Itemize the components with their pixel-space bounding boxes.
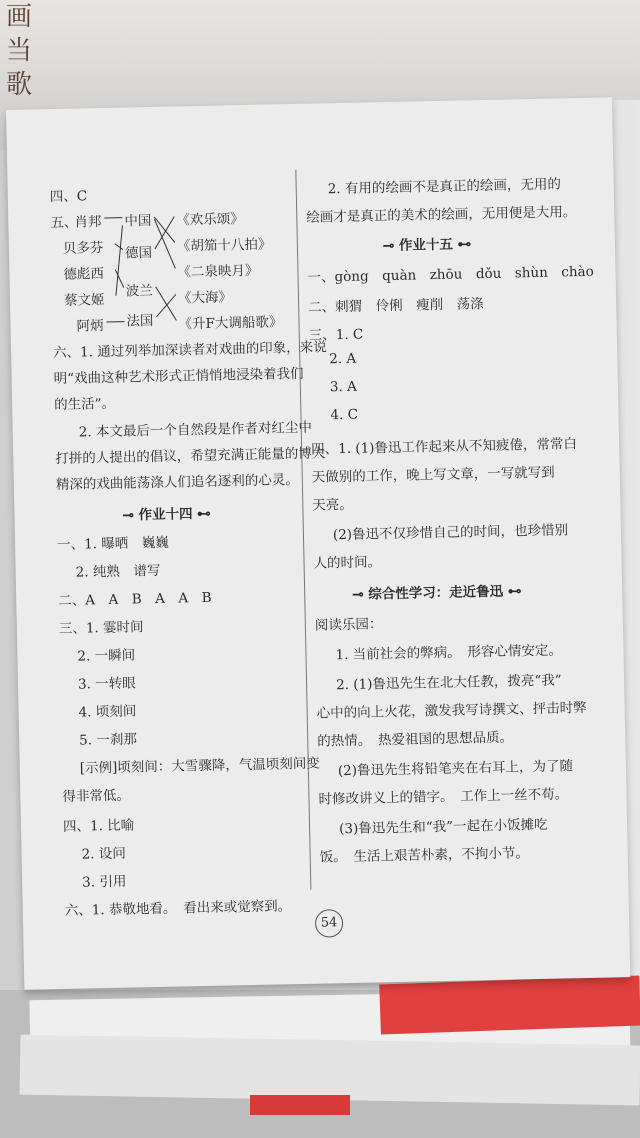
answer-line: 三、1. C [308,326,364,344]
answer-line: 一、gòng quàn zhōu dǒu shùn chào [307,263,594,286]
section-heading [122,502,211,524]
answer-line: 3. 一转眼 [77,675,136,693]
section-heading [383,232,472,254]
page-number: 54 [315,909,344,938]
answer-line: 精深的戏曲能荡涤人们追名逐利的心灵。 [55,471,299,494]
person-item: 阿炳 [76,318,104,335]
person-item: 德彪西 [63,265,105,283]
person-item: 贝多芬 [62,239,104,257]
answer-line: 4. C [330,406,359,424]
red-folder-edge [250,1095,350,1115]
person-item: 蔡文姬 [63,291,105,309]
answer-line: 的生活”。 [54,395,116,414]
answer-line: 5. 一刹那 [79,731,138,749]
country-item: 中国 [124,212,152,230]
answer-line: 2. (1)鲁迅先生在北大任教，拨亮“我” [335,672,562,694]
work-item: 《二泉映月》 [177,262,259,281]
match-line [156,286,177,320]
answer-line: 打拼的人提出的倡议，希望充满正能量的博大 [55,445,326,468]
ornament-icon: ⊸ [352,586,369,603]
answer-line: 心中的向上火花，激发我写诗撰文、抨击时弊 [316,699,587,722]
country-item: 法国 [126,312,154,330]
answer-line: 时修改讲义上的错字。 工作上一丝不苟。 [318,786,569,808]
answer-line: 四、1. (1)鲁迅工作起来从不知疲倦，常常白 [311,436,578,458]
answer-line: 得非常低。 [62,787,131,805]
ornament-icon: ⊷ [192,505,211,523]
answer-line: 四、C [49,188,88,206]
answer-line: 2. 有用的绘画不是真正的绘画，无用的 [327,176,562,198]
person-item: 肖邦 [74,214,102,231]
matching-prefix: 五、 [50,214,78,232]
answer-line: 三、1. 霎时间 [58,619,144,638]
work-item: 《欢乐颂》 [176,211,245,229]
answer-line: 明“戏曲这种艺术形式正悄悄地浸染着我们 [53,365,304,388]
answer-line: 2. A [329,350,357,368]
ornament-icon: ⊸ [382,237,400,255]
red-folder [379,975,640,1034]
answer-line: [示例]顷刻间：大雪骤降，气温顷刻间变 [79,755,320,777]
answer-line: (3)鲁迅先生和“我”一起在小饭摊吃 [338,816,548,838]
answer-line: 二、刺猬 伶俐 瘦削 荡涤 [308,296,484,316]
work-item: 《胡笳十八拍》 [176,236,272,255]
answer-line: 2. 设问 [81,845,126,863]
answer-line: (2)鲁迅先生将铅笔夹在右耳上，为了随 [337,758,574,780]
country-item: 德国 [124,244,153,262]
heading-text: 作业十五 [398,236,454,254]
answer-line: 六、1. 恭敬地看。 看出来或觉察到。 [64,898,292,919]
answer-line: 一、1. 曝晒 巍巍 [56,534,169,554]
answer-page [6,97,630,989]
answer-line: 2. 本文最后一个自然段是作者对红尘中 [78,419,313,441]
work-item: 《大海》 [177,289,233,307]
answer-line: 3. A [329,378,357,396]
answer-line: 人的时间。 [313,554,382,572]
right-column [302,98,594,903]
match-line [156,294,176,316]
answer-line: (2)鲁迅不仅珍惜自己的时间，也珍惜别 [332,522,569,544]
answer-line: 饭。 生活上艰苦朴素，不拘小节。 [319,845,530,866]
ornament-icon: ⊸ [122,507,139,524]
calligraphy-stamp: 画 当 歌 [6,2,33,100]
answer-line: 阅读乐园： [314,616,383,634]
answer-line: 的热情。 热爱祖国的思想品质。 [317,729,514,750]
work-item: 《升F大调船歌》 [178,314,283,333]
section-heading [352,579,522,603]
country-item: 波兰 [125,282,153,300]
matching-lines [6,104,299,350]
heading-text: 作业十四 [138,506,193,524]
match-line [115,244,123,250]
ornament-icon: ⊷ [452,236,472,253]
left-column [6,104,327,919]
answer-line: 2. 一瞬间 [77,647,136,665]
answer-line: 2. 纯熟 谱写 [75,562,161,581]
answer-line: 天亮。 [312,496,354,514]
heading-text: 综合性学习：走近鲁迅 [368,583,504,603]
answer-line: 六、1. 通过列举加深读者对戏曲的印象，来说 [52,339,327,362]
answer-line: 绘画才是真正的美术的绘画，无用便是大用。 [306,204,577,226]
answer-line: 天做别的工作，晚上写文章，一写就写到 [311,464,555,486]
answer-line: 四、1. 比喻 [62,817,135,835]
answer-line: 4. 顷刻间 [78,703,137,721]
answer-line: 二、A A B A A B [58,589,212,610]
answer-line: 3. 引用 [82,873,127,891]
answer-line: 1. 当前社会的弊病。 形容心情安定。 [335,642,563,664]
ornament-icon: ⊷ [503,583,522,600]
